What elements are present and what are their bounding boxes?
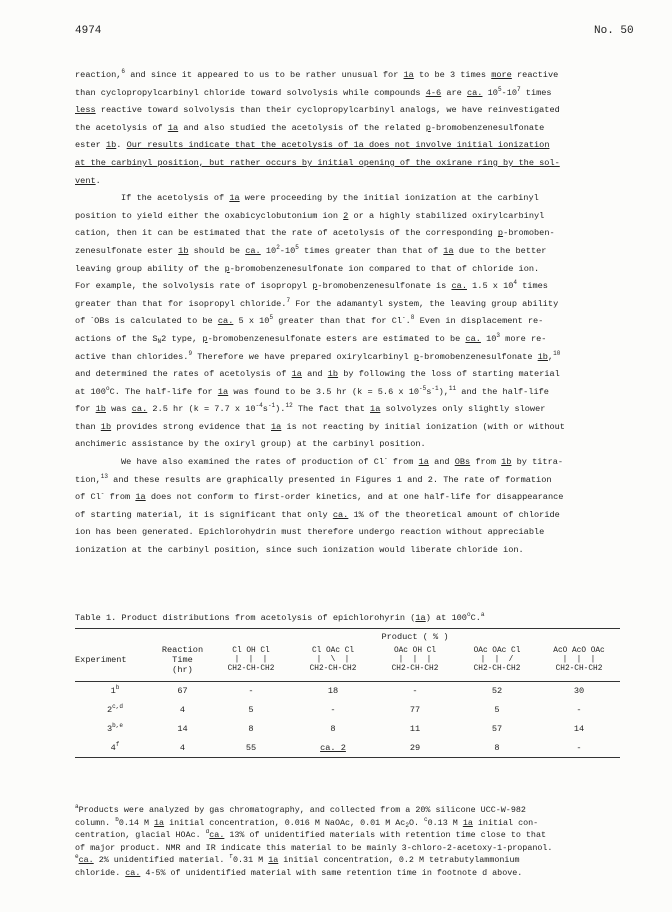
text-line: anchimeric assistance by the oxiryl group) at the carbinyl position.	[75, 439, 426, 450]
text-line: position to yield either the oxabicyclobutonium ion 2 or a highly stabilized oxirylcarbinyl	[75, 210, 545, 221]
text-line: at the carbinyl position, but rather occurs by initial opening of the oxirane ring by the sol-	[75, 157, 560, 168]
text-line: and determined the rates of acetolysis of 1a and 1b by following the loss of starting material	[75, 369, 560, 380]
text-line: active than chlorides.$^9$ Therefore we have prepared oxirylcarbinyl p-bromobenzenesulfonate 1b,$^{10}$	[75, 349, 561, 362]
footnote-line: $^a$Products were analyzed by gas chromatography, and collected from a 20% silicone UCC-W-982	[75, 804, 526, 815]
text-line: of -OBs is calculated to be ca. 5 x $10^5$ greater than that for Cl-.$^8$ Even in displacement re-	[75, 314, 544, 327]
table-caption: Table 1. Product distributions from acetolysis of epichlorohyrin (1a) at 100$^o$C.$^a$	[75, 611, 485, 623]
table-row: 3$^{b,e}$ 14 8 8 11 57 14	[107, 722, 585, 734]
text-line: than 1b provides strong evidence that 1a is not reacting by initial ionization (with or without	[75, 421, 565, 432]
journal-number: No. 50	[594, 25, 634, 37]
product-formula: OAc OAc Cl | | / CH2-CH-CH2	[473, 646, 521, 673]
text-line: of Cl- from 1a does not conform to first-order kinetics, and at one half-life for disappearance	[75, 490, 564, 503]
footnote-line: chloride. ca. 4-5% of unidentified material with same retention time in footnote d above.	[75, 867, 523, 878]
text-line: tion,$^{13}$ and these results are graphically presented in Figures 1 and 2. The rate of formation	[75, 472, 552, 485]
text-line: greater than that for isopropyl chloride.$^7$ For the adamantyl system, the leaving group ability	[75, 296, 559, 309]
text-line: actions of the $S_N2$ type, p-bromobenzenesulfonate esters are estimated to be ca. $10^3$ more re-	[75, 331, 547, 345]
footnote-line: $^e$ca. 2% unidentified material. $^f$0.31 M 1a initial concentration, 0.2 M tetrabutylammonium	[75, 854, 520, 866]
text-line: less reactive toward solvolysis than their cyclopropylcarbinyl analogs, we have reinvestigated	[75, 105, 560, 116]
text-line: than cyclopropylcarbinyl chloride toward solvolysis while compounds 4-6 are ca. $10^5-10^7$ times	[75, 85, 552, 98]
article-body	[75, 67, 620, 560]
footnote-line: centration, glacial HOAc. $^d$ca. 13% of unidentified materials with retention time close to that	[75, 829, 547, 841]
text-line: vent.	[75, 175, 101, 186]
text-line: For example, the solvolysis rate of isopropyl p-bromobenzenesulfonate is ca. 1.5 x $10^4$ times	[75, 279, 548, 292]
text-line: zenesulfonate ester 1b should be ca. $10^2-10^5$ times greater than that of 1a due to the better	[75, 243, 547, 256]
text-line: leaving group ability of the p-bromobenzenesulfonate ion compared to that of chloride ion.	[75, 263, 540, 274]
text-line: ester 1b. Our results indicate that the acetolysis of 1a does not involve initial ionization	[75, 140, 550, 151]
text-line: at 100$^o$C. The half-life for 1a was found to be 3.5 hr (k = 5.6 x $10^{-5}s^{-1}),^{11}$ and the half-life	[75, 384, 549, 397]
footnote-line: column. $^b$0.14 M 1a initial concentration, 0.016 M NaOAc, 0.01 M $Ac_2O$. $^c$0.13 M 1a initial con-	[75, 816, 539, 829]
product-header: Product ( % )	[381, 632, 449, 642]
product-formula: OAc OH Cl | | | CH2-CH-CH2	[391, 646, 439, 673]
text-line: ion has been generated. Epichlorohydrin must therefore undergo reaction without appreciable	[75, 527, 545, 538]
product-formula: Cl OH Cl | | | CH2-CH-CH2	[227, 646, 275, 673]
table-header-row	[75, 629, 620, 646]
table-row: 2$^{c,d}$ 4 5 - 77 5 -	[107, 703, 582, 715]
table-footnotes	[75, 804, 620, 880]
product-table	[75, 628, 620, 758]
text-line: cation, then it can be estimated that the rate of acetolysis of the corresponding p-bromoben-	[75, 228, 555, 239]
col-time: Reaction Time (hr)	[161, 645, 204, 675]
text-line: ionization at the carbinyl position, since such ionization would liberate chloride ion.	[75, 545, 524, 556]
footnote-line: of major product. NMR and IR indicate this material to be mainly 3-chloro-2-acetoxy-1-propanol.	[75, 842, 553, 853]
product-formula: Cl OAc Cl | \ | CH2-CH-CH2	[309, 646, 357, 673]
table-row: 4$^f$ 4 55 ca. 2 29 8 -	[75, 739, 620, 758]
text-line: for 1b was ca. 2.5 hr (k = 7.7 x $10^{-4}s^{-1}).^{12}$ The fact that 1a solvolyzes only slightly slower	[75, 402, 546, 415]
text-line: We have also examined the rates of production of Cl- from 1a and OBs from 1b by titra-	[121, 455, 564, 468]
text-line: of starting material, it is significant that only ca. 1% of the theoretical amount of chloride	[75, 509, 560, 520]
text-line: reaction,$^6$ and since it appeared to us to be rather unusual for 1a to be 3 times more reactive	[75, 68, 559, 80]
product-formula: AcO AcO OAc | | | CH2-CH-CH2	[553, 646, 605, 673]
col-experiment: Experiment	[75, 655, 127, 665]
page-number: 4974	[75, 25, 102, 37]
text-line: If the acetolysis of 1a were proceeding by the initial ionization at the carbinyl	[121, 193, 539, 204]
table-row: 1$^b$ 67 - 18 - 52 30	[110, 684, 585, 697]
table-header-row	[75, 645, 620, 675]
text-line: the acetolysis of 1a and also studied the acetolysis of the related p-bromobenzenesulfonate	[75, 122, 545, 133]
